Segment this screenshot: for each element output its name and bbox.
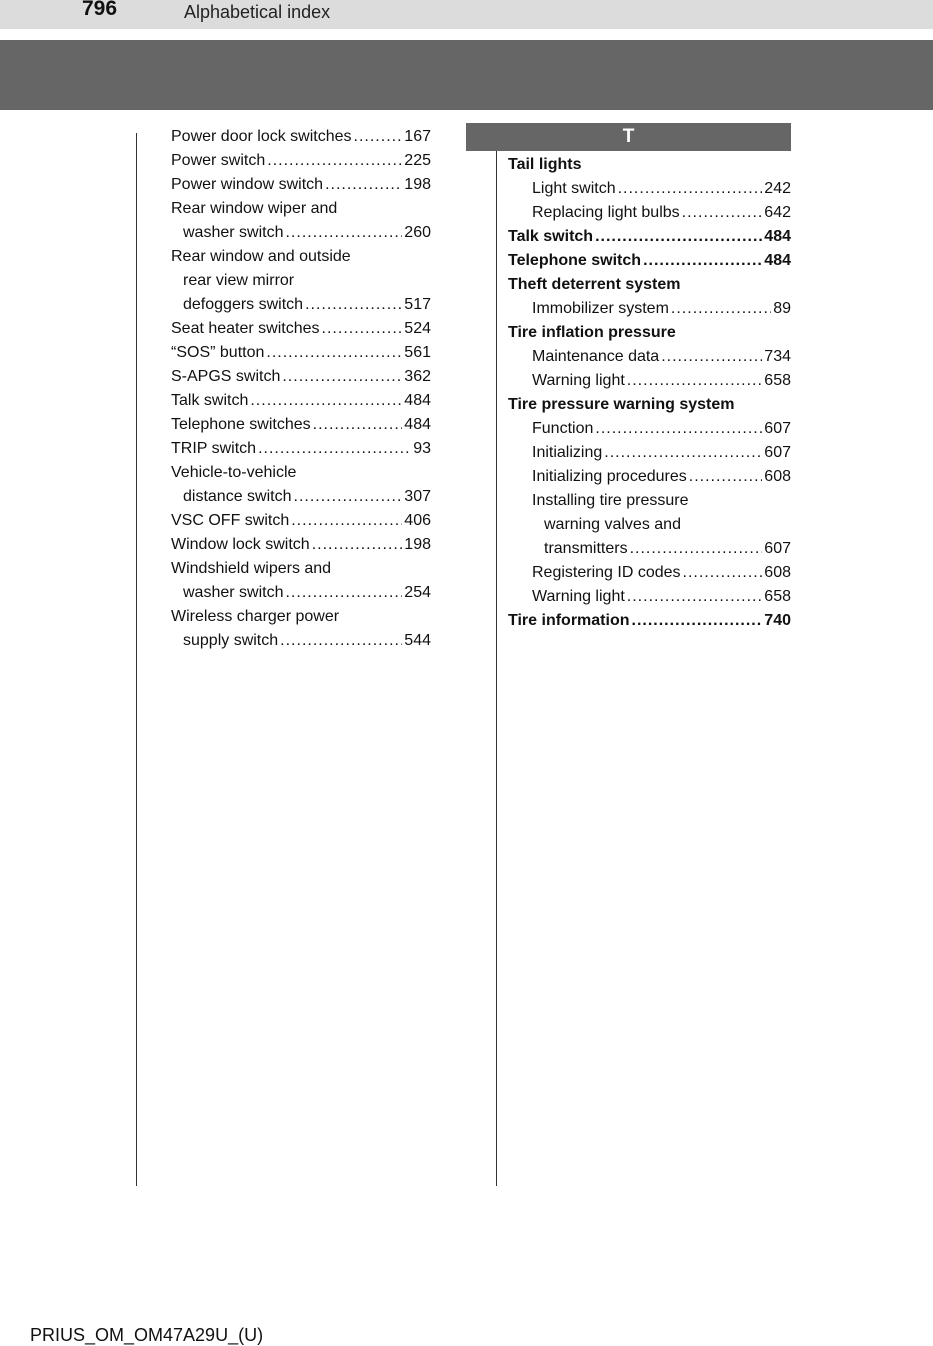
index-entry	[171, 605, 431, 653]
index-entry-line	[508, 249, 791, 273]
index-entry	[171, 437, 431, 461]
index-group	[508, 249, 791, 273]
index-entry	[171, 365, 431, 389]
index-term: Light switch	[532, 180, 616, 197]
page-ref: 607	[764, 420, 791, 437]
index-term: Maintenance data	[532, 348, 660, 365]
index-group	[508, 321, 791, 393]
index-entry-line	[508, 465, 791, 489]
index-entry-line	[171, 341, 431, 365]
index-term-line: Installing tire pressure	[532, 492, 689, 509]
dot-leader	[627, 585, 763, 609]
index-heading: Tire pressure warning system	[508, 396, 735, 413]
index-group	[508, 225, 791, 249]
index-term: Telephone switch	[508, 252, 642, 269]
index-entry	[171, 389, 431, 413]
index-entry-line	[171, 365, 431, 389]
index-group	[508, 393, 791, 609]
page-ref: 260	[404, 224, 431, 241]
index-term: washer switch	[183, 584, 284, 601]
page-ref: 362	[404, 368, 431, 385]
index-entry-line	[508, 561, 791, 585]
index-entry	[171, 197, 431, 245]
index-term: supply switch	[183, 632, 279, 649]
dot-leader	[595, 417, 762, 441]
index-entry-line	[508, 225, 791, 249]
index-entry	[171, 125, 431, 149]
index-term: Window lock switch	[171, 536, 310, 553]
dot-leader	[285, 221, 402, 245]
dot-leader	[643, 249, 762, 273]
page-ref: 740	[764, 612, 791, 629]
index-term: Initializing procedures	[532, 468, 687, 485]
index-term: washer switch	[183, 224, 284, 241]
index-entry-line	[171, 413, 431, 437]
dot-leader	[627, 369, 763, 393]
index-entry-line	[508, 441, 791, 465]
index-term-line: Windshield wipers and	[171, 560, 332, 577]
index-term: “SOS” button	[171, 344, 265, 361]
right-column-rule	[496, 151, 497, 1186]
index-group	[508, 273, 791, 321]
index-entry-line	[171, 125, 431, 149]
page-ref: 406	[404, 512, 431, 529]
page-ref: 517	[404, 296, 431, 313]
page-ref: 608	[764, 564, 791, 581]
dot-leader	[282, 365, 402, 389]
index-entry-line	[171, 581, 431, 605]
page-ref: 254	[404, 584, 431, 601]
index-heading: Tire inflation pressure	[508, 324, 676, 341]
header-bar	[0, 0, 933, 29]
index-term: Power switch	[171, 152, 266, 169]
page-ref: 734	[764, 348, 791, 365]
dot-leader	[325, 173, 402, 197]
index-entry	[171, 533, 431, 557]
left-index-column	[171, 125, 431, 653]
dot-leader	[322, 317, 403, 341]
page-ref: 607	[764, 540, 791, 557]
page-ref: 544	[404, 632, 431, 649]
dot-leader	[305, 293, 402, 317]
index-entry-line	[171, 293, 431, 317]
page-ref: 642	[764, 204, 791, 221]
index-entry-line	[171, 149, 431, 173]
index-term: S-APGS switch	[171, 368, 281, 385]
page-ref: 198	[404, 536, 431, 553]
page-ref: 524	[404, 320, 431, 337]
index-entry	[171, 245, 431, 317]
index-term: defoggers switch	[183, 296, 304, 313]
index-term: transmitters	[544, 540, 628, 557]
index-entry	[171, 173, 431, 197]
dot-leader	[266, 341, 402, 365]
dot-leader	[595, 225, 762, 249]
section-title: Alphabetical index	[184, 2, 331, 22]
index-term: Warning light	[532, 588, 625, 605]
index-term: Registering ID codes	[532, 564, 681, 581]
index-entry-line	[171, 509, 431, 533]
index-term: Seat heater switches	[171, 320, 320, 337]
index-term: Replacing light bulbs	[532, 204, 680, 221]
dot-leader	[689, 465, 763, 489]
index-term: TRIP switch	[171, 440, 257, 457]
index-entry	[171, 341, 431, 365]
index-term-line: warning valves and	[544, 516, 681, 533]
index-term-line: Rear window and outside	[171, 248, 351, 265]
dot-leader	[280, 629, 402, 653]
index-entry-line	[171, 173, 431, 197]
index-entry-line	[508, 345, 791, 369]
page-ref: 167	[404, 128, 431, 145]
index-entry-line	[508, 609, 791, 633]
page-ref: 225	[404, 152, 431, 169]
index-entry-line	[171, 317, 431, 341]
index-entry	[171, 413, 431, 437]
dot-leader	[258, 437, 411, 461]
index-term: Warning light	[532, 372, 625, 389]
page-ref: 484	[404, 392, 431, 409]
page-ref: 658	[764, 588, 791, 605]
page-ref: 607	[764, 444, 791, 461]
letter-header: T	[466, 123, 791, 151]
index-entry-line	[508, 585, 791, 609]
page-ref: 198	[404, 176, 431, 193]
page-ref: 658	[764, 372, 791, 389]
index-entry-line	[171, 389, 431, 413]
index-term-line: Wireless charger power	[171, 608, 340, 625]
index-entry-line	[171, 533, 431, 557]
dot-leader	[682, 201, 763, 225]
index-term: Telephone switches	[171, 416, 311, 433]
index-term: Talk switch	[508, 228, 594, 245]
page-ref: 484	[764, 252, 791, 269]
page-ref: 242	[764, 180, 791, 197]
index-entry-line	[171, 485, 431, 509]
dot-leader	[671, 297, 771, 321]
page-ref: 484	[764, 228, 791, 245]
dot-leader	[294, 485, 403, 509]
index-group	[508, 609, 791, 633]
right-index-column	[508, 153, 791, 633]
index-entry	[171, 149, 431, 173]
index-group	[508, 153, 791, 225]
dot-leader	[291, 509, 402, 533]
index-entry-line	[508, 201, 791, 225]
page-ref: 307	[404, 488, 431, 505]
document-code-footer: PRIUS_OM_OM47A29U_(U)	[30, 1325, 264, 1345]
dot-leader	[661, 345, 762, 369]
dot-leader	[683, 561, 763, 585]
index-entry-line	[508, 177, 791, 201]
dot-leader	[250, 389, 402, 413]
dot-leader	[618, 177, 763, 201]
page-ref: 93	[413, 440, 431, 457]
index-entry-line	[171, 221, 431, 245]
index-entry	[171, 317, 431, 341]
index-term: Initializing	[532, 444, 603, 461]
index-term-line: Rear window wiper and	[171, 200, 338, 217]
index-term-line: Vehicle-to-vehicle	[171, 464, 297, 481]
page-ref: 484	[404, 416, 431, 433]
dot-leader	[630, 537, 763, 561]
index-entry-line	[171, 437, 431, 461]
index-entry	[171, 461, 431, 509]
index-entry	[171, 557, 431, 605]
dot-leader	[632, 609, 763, 633]
dot-leader	[604, 441, 762, 465]
dot-leader	[312, 533, 403, 557]
index-entry-line	[508, 369, 791, 393]
dot-leader	[354, 125, 403, 149]
dot-leader	[313, 413, 403, 437]
page-number: 796	[82, 0, 118, 20]
left-column-rule	[136, 133, 137, 1186]
index-heading: Theft deterrent system	[508, 276, 681, 293]
page-ref: 561	[404, 344, 431, 361]
page-ref: 89	[773, 300, 791, 317]
index-term: Power door lock switches	[171, 128, 352, 145]
index-heading: Tail lights	[508, 156, 582, 173]
dot-leader	[285, 581, 402, 605]
dot-leader	[267, 149, 402, 173]
index-entry	[171, 509, 431, 533]
index-entry-line	[171, 629, 431, 653]
index-entry-line	[508, 417, 791, 441]
index-term: Function	[532, 420, 594, 437]
index-term: Immobilizer system	[532, 300, 669, 317]
index-term: VSC OFF switch	[171, 512, 290, 529]
index-term: distance switch	[183, 488, 292, 505]
index-term-line: rear view mirror	[183, 272, 295, 289]
header-band	[0, 40, 933, 110]
index-term: Tire information	[508, 612, 630, 629]
index-term: Power window switch	[171, 176, 324, 193]
page-ref: 608	[764, 468, 791, 485]
index-entry-line	[508, 297, 791, 321]
index-term: Talk switch	[171, 392, 249, 409]
index-entry-line	[508, 537, 791, 561]
